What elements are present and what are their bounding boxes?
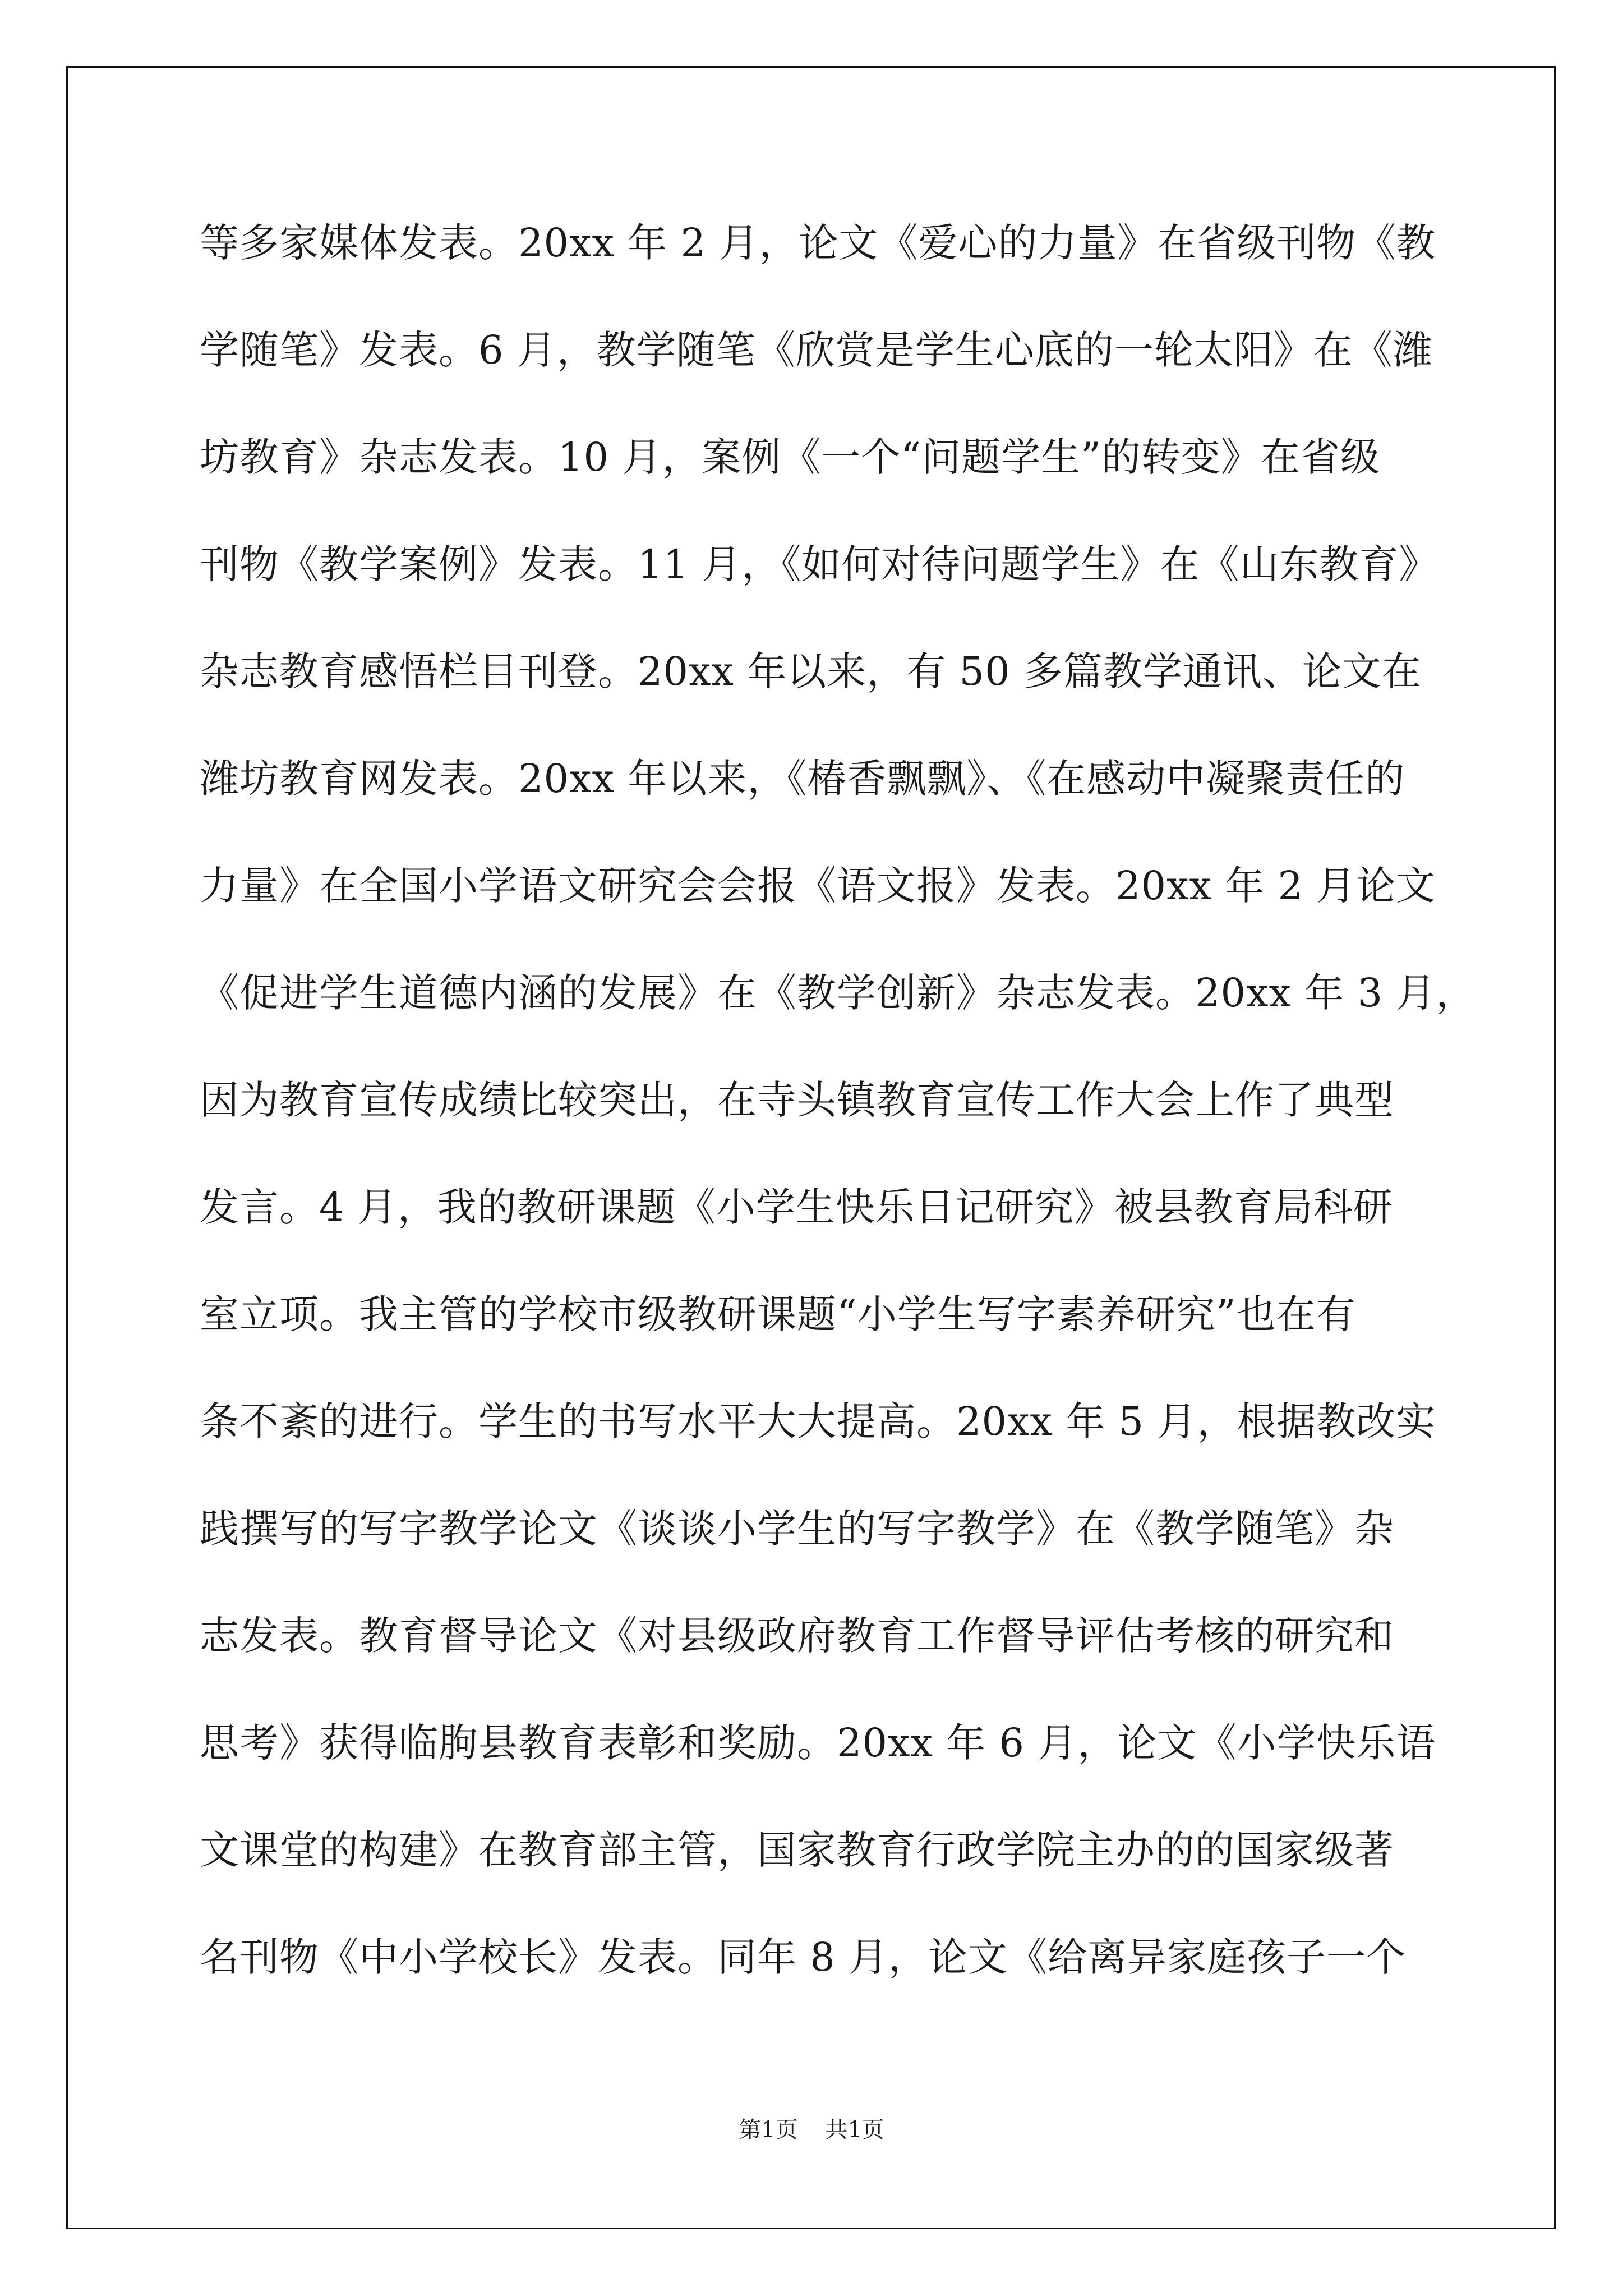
text-line: 等多家媒体发表。20xx 年 2 月，论文《爱心的力量》在省级刊物《教	[200, 220, 1436, 266]
document-body	[200, 216, 1476, 2037]
text-line: 室立项。我主管的学校市级教研课题“小学生写字素养研究”也在有	[200, 1291, 1356, 1337]
text-line: 名刊物《中小学校长》发表。同年 8 月，论文《给离异家庭孩子一个	[200, 1934, 1407, 1980]
text-line: 力量》在全国小学语文研究会会报《语文报》发表。20xx 年 2 月论文	[200, 863, 1436, 909]
page-total: 共1页	[825, 2117, 884, 2143]
text-line: 因为教育宣传成绩比较突出，在寺头镇教育宣传工作大会上作了典型	[200, 1077, 1394, 1123]
text-line: 条不紊的进行。学生的书写水平大大提高。20xx 年 5 月，根据教改实	[200, 1398, 1436, 1444]
text-line: 刊物《教学案例》发表。11 月，《如何对待问题学生》在《山东教育》	[200, 541, 1439, 587]
text-line: 践撰写的写字教学论文《谈谈小学生的写字教学》在《教学随笔》杂	[200, 1506, 1394, 1552]
text-line: 志发表。教育督导论文《对县级政府教育工作督导评估考核的研究和	[200, 1613, 1394, 1659]
text-line: 潍坊教育网发表。20xx 年以来，《椿香飘飘》、《在感动中凝聚责任的	[200, 756, 1405, 802]
text-line: 《促进学生道德内涵的发展》在《教学创新》杂志发表。20xx 年 3 月，	[200, 970, 1476, 1016]
text-line: 坊教育》杂志发表。10 月，案例《一个“问题学生”的转变》在省级	[200, 434, 1380, 480]
text-line: 思考》获得临朐县教育表彰和奖励。20xx 年 6 月，论文《小学快乐语	[200, 1720, 1436, 1766]
text-line: 学随笔》发表。6 月，教学随笔《欣赏是学生心底的一轮太阳》在《潍	[200, 327, 1433, 373]
text-line: 文课堂的构建》在教育部主管，国家教育行政学院主办的的国家级著	[200, 1827, 1394, 1873]
text-line: 杂志教育感悟栏目刊登。20xx 年以来，有 50 多篇教学通讯、论文在	[200, 648, 1422, 694]
page-footer	[0, 2112, 1623, 2144]
page-number: 第1页	[739, 2117, 798, 2143]
text-line: 发言。4 月，我的教研课题《小学生快乐日记研究》被县教育局科研	[200, 1184, 1393, 1230]
